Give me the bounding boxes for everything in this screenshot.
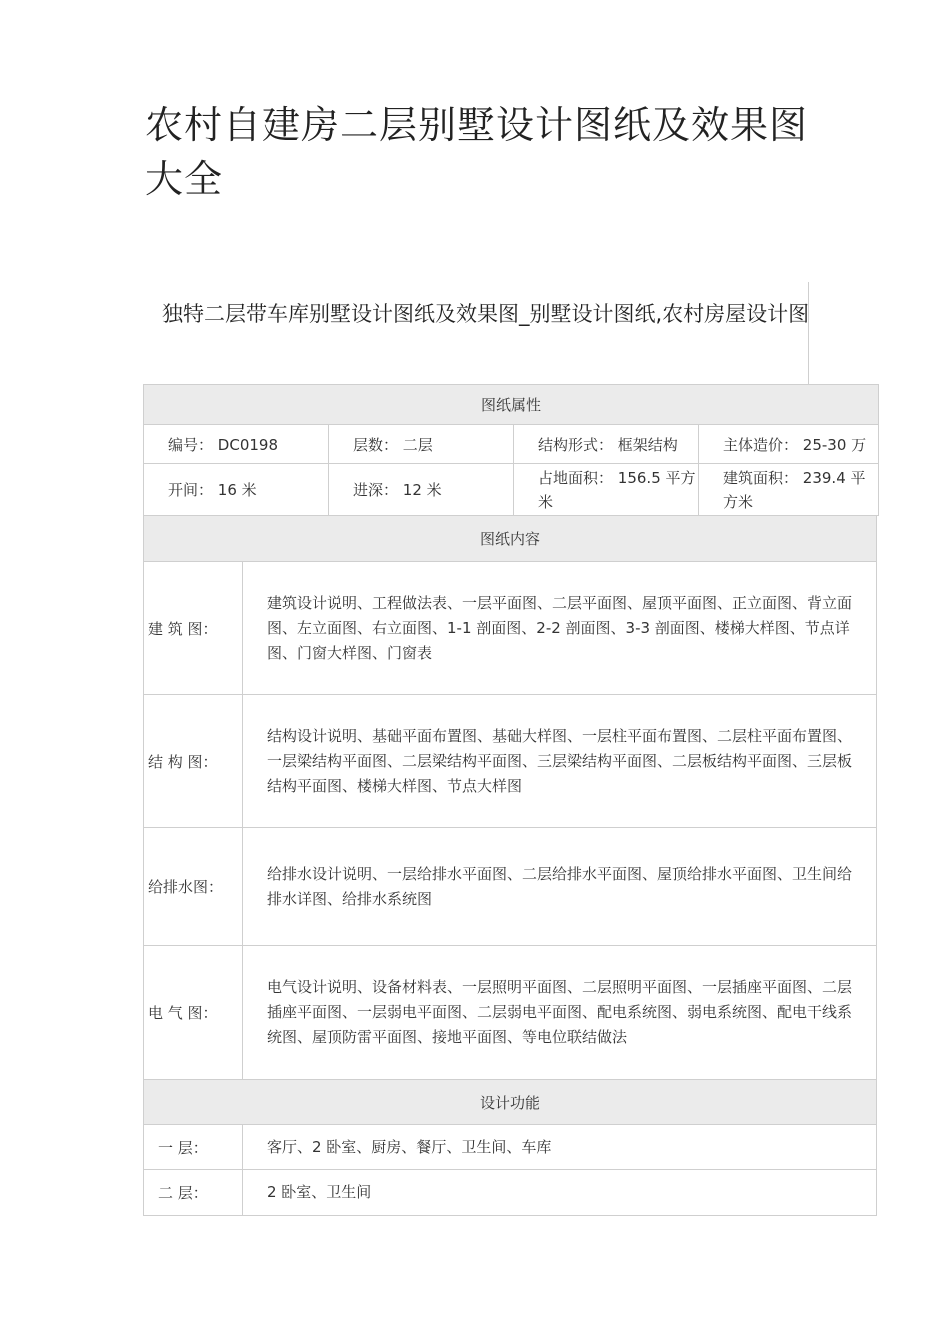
row-label: 二 层： [144,1170,243,1216]
floors-value: 二层 [402,435,433,454]
floors-label: 层数： [353,435,399,454]
depth-label: 进深： [353,481,399,499]
width-label: 开间： [168,481,214,499]
structure-label: 结构形式： [538,435,614,454]
build-area-value: 239.4 平方米 [723,468,866,511]
row-text: 客厅、2 卧室、厨房、餐厅、卫生间、车库 [243,1125,877,1170]
table-row [144,695,877,828]
row-text: 给排水设计说明、一层给排水平面图、二层给排水平面图、屋顶给排水平面图、卫生间给排水详图、给排水系统图 [243,828,877,946]
row-label: 结 构 图： [144,695,243,828]
table-row [144,946,877,1080]
contents-header: 图纸内容 [144,516,877,562]
row-text: 结构设计说明、基础平面布置图、基础大样图、一层柱平面布置图、二层柱平面布置图、一层梁结构平面图、二层梁结构平面图、三层梁结构平面图、二层板结构平面图、三层板结构平面图、楼梯大样图、节点大样图 [243,695,877,828]
page-title: 农村自建房二层别墅设计图纸及效果图大全 [145,103,809,201]
table-row [144,562,877,695]
build-area-cell [699,464,879,516]
land-area-value: 156.5 平方米 [538,468,696,511]
land-area-cell [514,464,699,516]
row-label: 建 筑 图： [144,562,243,695]
row-text: 电气设计说明、设备材料表、一层照明平面图、二层照明平面图、一层插座平面图、二层插座平面图、一层弱电平面图、二层弱电平面图、配电系统图、弱电系统图、配电干线系统图、屋顶防雷平面图、接地平面图、等电位联结做法 [243,946,877,1080]
subtitle: 独特二层带车库别墅设计图纸及效果图_别墅设计图纸,农村房屋设计图 [162,302,810,326]
depth-cell [329,464,514,516]
structure-value: 框架结构 [617,435,678,454]
table-row [144,1125,877,1170]
table-row [144,1170,877,1216]
code-value: DC0198 [217,435,278,454]
build-area-label: 建筑面积： [723,468,799,487]
table-row [144,828,877,946]
attributes-table [143,384,879,516]
cost-value: 25-30 万 [802,435,867,454]
width-cell [144,464,329,516]
land-area-label: 占地面积： [538,468,614,487]
row-label: 电 气 图： [144,946,243,1080]
code-cell [144,425,329,464]
row-text: 建筑设计说明、工程做法表、一层平面图、二层平面图、屋顶平面图、正立面图、背立面图、左立面图、右立面图、1-1 剖面图、2-2 剖面图、3-3 剖面图、楼梯大样图、节点详图、门窗大样图、门窗表 [243,562,877,695]
row-label: 一 层： [144,1125,243,1170]
cost-label: 主体造价： [723,435,799,454]
contents-table [143,515,877,1216]
cost-cell [699,425,879,464]
structure-cell [514,425,699,464]
row-label: 给排水图： [144,828,243,946]
row-text: 2 卧室、卫生间 [243,1170,877,1216]
attributes-header: 图纸属性 [144,385,879,425]
width-value: 16 米 [217,481,257,499]
functions-header: 设计功能 [144,1080,877,1125]
code-label: 编号： [168,435,214,454]
depth-value: 12 米 [402,481,442,499]
floors-cell [329,425,514,464]
